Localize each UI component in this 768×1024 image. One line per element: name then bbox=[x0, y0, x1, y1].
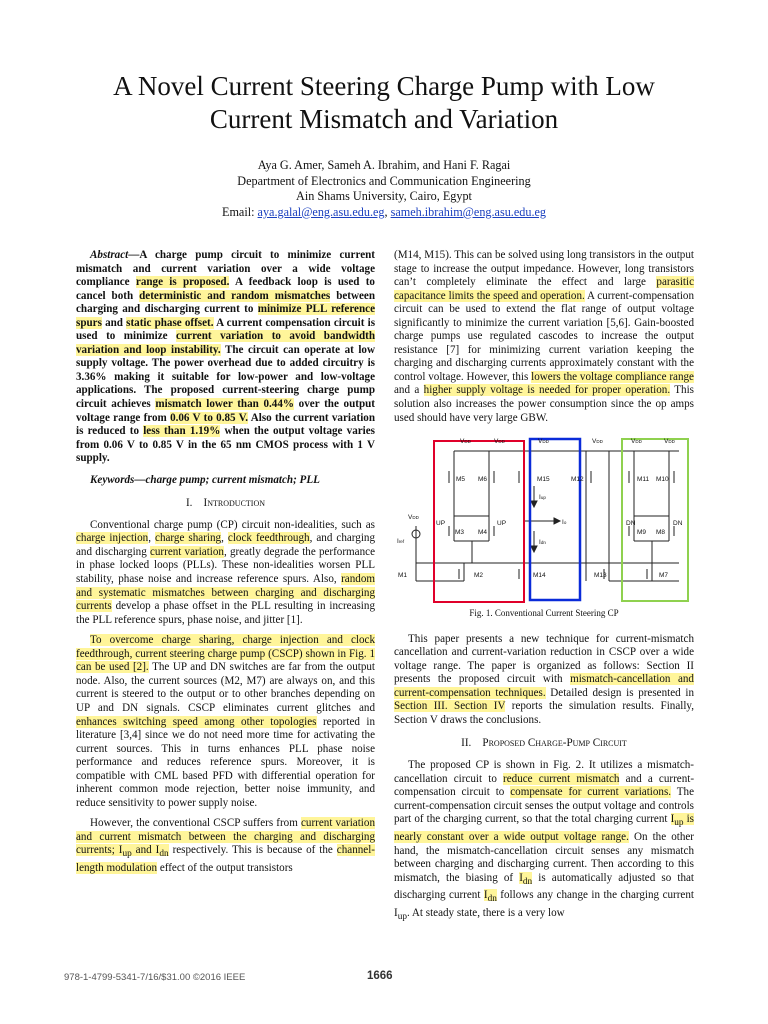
abstract bbox=[76, 249, 375, 466]
body-text: This paper presents a new technique for current-mismatch cancellation and current-variation reduction in CSCP over a wide voltage range. The paper is organized as follows: Section II presents the proposed circuit with bbox=[394, 632, 694, 686]
highlight bbox=[483, 889, 497, 905]
abstract-text: A charge pump circuit to minimize current mismatch and current variation over a wide voltage compliance bbox=[76, 249, 375, 289]
body-text: . At steady state, there is a very low bbox=[406, 907, 565, 920]
circuit-figure bbox=[394, 431, 694, 605]
m15-label: M15 bbox=[537, 476, 550, 484]
body-text: reported in literature [3,4] since we do not need more time for activating the current sources. This in turns enhances PLL phase noise performance and reduces reference spurs. Moreover, it is compatible with CML based PFD with differential operation for inherent common mode rejection, better noise immunity, and reduce sensitivity to power supply noise. bbox=[76, 715, 375, 809]
highlight: deterministic and random mismatches bbox=[139, 289, 331, 302]
author-emails bbox=[40, 205, 728, 221]
email-label: Email: bbox=[222, 204, 255, 219]
m2-label: M2 bbox=[474, 572, 484, 580]
intro-paragraph-1 bbox=[76, 519, 375, 627]
highlight: minimize PLL reference spurs bbox=[76, 303, 376, 329]
section-title: Introduction bbox=[203, 497, 266, 510]
figure-caption: Fig. 1. Conventional Current Steering CP bbox=[469, 608, 619, 619]
vdd-label: VDD bbox=[494, 438, 505, 446]
section-number: II. bbox=[461, 737, 472, 750]
footer-isbn: 978-1-4799-5341-7/16/$31.00 ©2016 IEEE bbox=[64, 972, 246, 983]
highlight: channel-length modulation bbox=[76, 844, 375, 875]
m8-label: M8 bbox=[656, 529, 666, 537]
vdd-label: VDD bbox=[631, 438, 642, 446]
abstract-text: over the output voltage range from bbox=[76, 398, 375, 424]
paper-title bbox=[40, 70, 728, 136]
body-text: and a current-compensation circuit to bbox=[394, 772, 695, 799]
keywords bbox=[76, 474, 375, 488]
highlight: charge sharing bbox=[155, 532, 222, 545]
body-text: On the other hand, the mismatch-cancellation circuit senses any mismatch between charging and discharging current. Then according to this mismatch, the biasing of bbox=[394, 830, 694, 884]
m10-label: M10 bbox=[656, 476, 669, 484]
vdd-label: VDD bbox=[460, 438, 471, 446]
abstract-text: A current compensation circuit is used to minimize bbox=[76, 316, 376, 343]
body-text: , greatly degrade the performance in phase locked loops (PLLs). These non-idealities worsen PLL stability, phase noise and increase reference spurs. Also, bbox=[76, 545, 375, 586]
highlight: less than 1.19% bbox=[143, 425, 221, 438]
m7-label: M7 bbox=[659, 572, 669, 580]
email-link-1[interactable]: aya.galal@eng.asu.edu.eg bbox=[257, 204, 385, 219]
dn-signal-label: DN bbox=[673, 520, 683, 528]
author-block bbox=[40, 158, 728, 220]
abstract-text: Also the current variation is reduced to bbox=[76, 411, 375, 438]
highlight: lowers the voltage compliance range bbox=[531, 370, 694, 383]
highlight: parasitic capacitance limits the speed and operation. bbox=[394, 276, 694, 302]
body-text: The proposed CP is shown in Fig. 2. It utilizes a mismatch-cancellation circuit to bbox=[394, 759, 694, 785]
highlight: current variation to avoid bandwidth variation and loop instability. bbox=[76, 330, 375, 356]
vdd-label: VDD bbox=[538, 438, 549, 446]
body-text: reports the simulation results. Finally, Section V draws the conclusions. bbox=[394, 700, 695, 726]
highlight: current variation bbox=[149, 545, 224, 558]
highlight-text: is nearly constant over a wide output voltage range. bbox=[394, 813, 694, 843]
highlight-text: I bbox=[483, 889, 488, 902]
highlight: mismatch-cancellation and current-compensation techniques. bbox=[394, 673, 694, 699]
highlight-text: I bbox=[519, 871, 523, 884]
author-department: Department of Electronics and Communication Engineering bbox=[237, 173, 531, 188]
highlight: enhances switching speed among other topologies bbox=[76, 715, 317, 728]
keywords-label: Keywords bbox=[90, 473, 135, 486]
body-text: The UP and DN switches are far from the output node. Also, the current sources (M2, M7) are always on, and this current is steered to the output or to other branches depending on UP and DN signals. CSCP eliminates current glitches and bbox=[76, 661, 375, 714]
iref-label: Iref bbox=[397, 538, 405, 546]
up-signal-label: UP bbox=[436, 520, 446, 528]
abstract-dash: — bbox=[128, 249, 140, 261]
right-column bbox=[394, 249, 694, 925]
section-title: Proposed Charge-Pump Circuit bbox=[482, 737, 627, 750]
m1-label: M1 bbox=[398, 572, 408, 580]
intro-paragraph-3 bbox=[76, 817, 375, 875]
title-line-2: Current Mismatch and Variation bbox=[209, 104, 559, 134]
subscript: up bbox=[674, 818, 684, 829]
m12-label: M12 bbox=[571, 476, 584, 484]
abstract-text: The circuit can operate at low supply voltage. The power overhead due to added circuitry is 3.36% making it suitable for low-power and low-voltage applications. The proposed current-steering charge pump circuit achieves bbox=[76, 343, 375, 411]
intro-paragraph-2 bbox=[76, 634, 375, 810]
body-text: , and charging and discharging bbox=[76, 532, 376, 558]
highlight: 0.06 V to 0.85 V. bbox=[170, 411, 249, 424]
section-heading-introduction bbox=[76, 497, 375, 511]
m4-label: M4 bbox=[478, 529, 488, 537]
body-text: However, the conventional CSCP suffers from bbox=[90, 817, 301, 830]
io-label: Io bbox=[562, 519, 567, 527]
right-paragraph-2 bbox=[394, 633, 694, 728]
m5-label: M5 bbox=[456, 476, 466, 484]
m14-label: M14 bbox=[533, 572, 546, 580]
highlight: charge injection bbox=[76, 532, 149, 545]
keywords-text: charge pump; current mismatch; PLL bbox=[145, 473, 320, 486]
body-text: , bbox=[148, 532, 156, 545]
body-text: is automatically adjusted so that discharging current bbox=[394, 871, 694, 902]
m11-label: M11 bbox=[637, 476, 650, 484]
body-text: Detailed design is presented in bbox=[545, 686, 694, 699]
body-text: The current-compensation circuit senses the output voltage and controls part of the charging current, so that the total charging current bbox=[394, 786, 694, 826]
up-signal-label: UP bbox=[497, 520, 507, 528]
body-text: develop a phase offset in the PLL resulting in increasing the PLL reference spurs, phase noise, and jitter [1]. bbox=[76, 600, 375, 626]
abstract-text: and bbox=[101, 316, 127, 329]
body-text: This solution also increases the power consumption since the op amps used should have very large GBW. bbox=[394, 384, 694, 424]
body-text: respectively. This is because of the bbox=[168, 844, 337, 857]
highlight: reduce current mismatch bbox=[503, 772, 620, 785]
m13-label: M13 bbox=[594, 572, 607, 580]
vdd-label: VDD bbox=[408, 514, 419, 522]
highlight: clock feedthrough bbox=[227, 532, 310, 545]
iup-label: Iup bbox=[539, 494, 546, 502]
body-text: and a bbox=[394, 384, 424, 397]
body-text: effect of the output transistors bbox=[157, 862, 293, 875]
page-number: 1666 bbox=[367, 970, 393, 982]
vdd-label: VDD bbox=[664, 438, 675, 446]
subscript: dn bbox=[487, 894, 497, 905]
highlight-text: and I bbox=[131, 844, 160, 857]
m6-label: M6 bbox=[478, 476, 488, 484]
highlight: compensate for current variations. bbox=[510, 786, 672, 799]
highlight bbox=[519, 871, 533, 887]
highlight: To overcome charge sharing, charge injection and clock feedthrough, current steering charge pump (CSCP) shown in Fig. 1 can be used [2]. bbox=[76, 634, 375, 674]
author-university: Ain Shams University, Cairo, Egypt bbox=[296, 189, 472, 204]
highlight: random and systematic mismatches between charging and discharging currents bbox=[76, 573, 375, 613]
idn-label: Idn bbox=[539, 539, 546, 547]
dn-signal-label: DN bbox=[626, 520, 636, 528]
highlight-text: current variation and current mismatch between the charging and discharging currents; I bbox=[76, 817, 375, 857]
body-text: follows any change in the charging current I bbox=[394, 889, 694, 920]
section-number: I. bbox=[185, 497, 193, 510]
body-text: , bbox=[221, 532, 228, 545]
highlight: range is proposed. bbox=[135, 276, 230, 289]
abstract-text: A feedback loop is used to cancel both bbox=[76, 276, 375, 302]
keywords-dash: — bbox=[134, 473, 146, 486]
m9-label: M9 bbox=[637, 529, 647, 537]
abstract-label: Abstract bbox=[90, 249, 129, 261]
vdd-label: VDD bbox=[592, 438, 603, 446]
abstract-text: between charging and discharging current to bbox=[76, 289, 376, 316]
subscript: up bbox=[122, 849, 132, 860]
body-text: A current-compensation circuit can be used to extend the flat range of output voltage significantly to minimize the current variation [5,6]. Gain-boosted charge pumps use regulated cascodes to increase the output resistance [7] for minimizing current variation keeping the charging and discharging currents approximately constant with the control voltage. However, this bbox=[394, 289, 694, 383]
circuit-schematic bbox=[394, 431, 694, 605]
author-names: Aya G. Amer, Sameh A. Ibrahim, and Hani F. Ragai bbox=[257, 158, 511, 172]
email-link-2[interactable]: sameh.ibrahim@eng.asu.edu.eg bbox=[390, 204, 546, 219]
abstract-text: when the output voltage varies from 0.06 V to 0.85 V in the 65 nm CMOS process with 1 V supply. bbox=[76, 425, 376, 465]
title-line-1: A Novel Current Steering Charge Pump with Low bbox=[113, 71, 655, 101]
m3-label: M3 bbox=[455, 529, 465, 537]
highlight: mismatch lower than 0.44% bbox=[155, 398, 294, 411]
highlight: Section III. Section IV bbox=[394, 700, 506, 713]
right-paragraph-1 bbox=[394, 249, 694, 425]
subscript: dn bbox=[522, 876, 533, 887]
subscript: up bbox=[397, 912, 407, 923]
highlight: higher supply voltage is needed for proper operation. bbox=[423, 384, 671, 397]
email-separator: , bbox=[384, 204, 388, 219]
section-heading-proposed bbox=[394, 737, 694, 751]
right-paragraph-3 bbox=[394, 759, 694, 925]
highlight-text: I bbox=[670, 813, 675, 826]
left-column bbox=[76, 249, 375, 876]
subscript: dn bbox=[159, 849, 169, 860]
body-text: Conventional charge pump (CP) circuit non-idealities, such as bbox=[90, 518, 375, 531]
highlight: static phase offset. bbox=[126, 316, 214, 329]
body-text: (M14, M15). This can be solved using long transistors in the output stage to increase the output impedance. However, long transistors can’t completely eliminate the effect and large bbox=[394, 249, 694, 289]
